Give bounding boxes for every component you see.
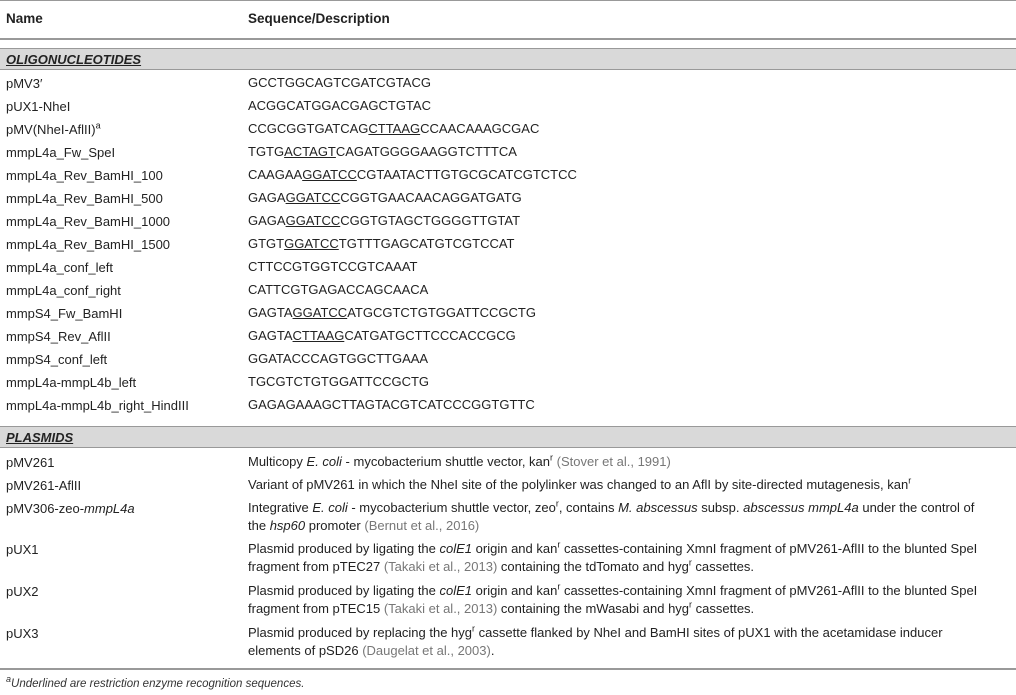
oligo-name: pMV(NheI-AflII)$^a$ xyxy=(6,120,101,137)
oligo-sequence: GAGAGGATCCCGGTGTAGCTGGGGTTGTAT xyxy=(248,213,521,228)
plasmid-description-line2: fragment from pTEC27 (Takaki et al., 2013) containing the tdTomato and hyg$^r$ cassettes. xyxy=(248,557,754,574)
plasmid-description: Multicopy E. coli - mycobacterium shuttle vector, kan$^r$ (Stover et al., 1991) xyxy=(248,452,671,469)
oligo-name: mmpL4a_conf_right xyxy=(6,283,121,298)
column-header-description: Sequence/Description xyxy=(248,11,390,26)
plasmid-description-line2: elements of pSD26 (Daugelat et al., 2003). xyxy=(248,643,495,658)
restriction-site: GGATCC xyxy=(285,213,341,228)
section-title: OLIGONUCLEOTIDES xyxy=(6,52,142,67)
citation: (Takaki et al., 2013) xyxy=(383,559,498,574)
oligo-sequence: GAGTACTTAAGCATGATGCTTCCCACCGCG xyxy=(248,328,516,343)
oligo-sequence: GGATACCCAGTGGCTTGAAA xyxy=(248,351,429,366)
section-oligonucleotides xyxy=(0,48,1016,70)
citation: (Daugelat et al., 2003) xyxy=(362,643,491,658)
oligo-name: mmpL4a-mmpL4b_right_HindIII xyxy=(6,398,189,413)
oligo-sequence: CCGCGGTGATCAGCTTAAGCCAACAAAGCGAC xyxy=(248,121,540,136)
oligo-sequence: CTTCCGTGGTCCGTCAAAT xyxy=(248,259,418,274)
oligo-name: mmpL4a_Rev_BamHI_1000 xyxy=(6,214,171,229)
oligo-sequence: TGCGTCTGTGGATTCCGCTG xyxy=(248,374,430,389)
plasmid-name: pMV306-zeo-mmpL4a xyxy=(6,501,135,516)
table-header xyxy=(0,0,1016,40)
oligo-name: mmpS4_conf_left xyxy=(6,352,108,367)
restriction-site: GGATCC xyxy=(302,167,357,182)
oligo-name: mmpL4a_Fw_SpeI xyxy=(6,145,116,160)
plasmid-description: Plasmid produced by ligating the colE1 origin and kan$^r$ cassettes-containing XmnI fragment of pMV261-AflII to the blunted SpeI xyxy=(248,581,978,598)
oligo-name: mmpL4a_Rev_BamHI_100 xyxy=(6,168,163,183)
oligo-sequence: GAGAGAAAGCTTAGTACGTCATCCCGGTGTTC xyxy=(248,397,535,412)
oligo-name: mmpS4_Rev_AflII xyxy=(6,329,111,344)
oligo-name: mmpL4a_Rev_BamHI_500 xyxy=(6,191,163,206)
restriction-site: GGATCC xyxy=(285,190,341,205)
citation: (Bernut et al., 2016) xyxy=(364,518,480,533)
oligo-sequence: GAGTAGGATCCATGCGTCTGTGGATTCCGCTG xyxy=(248,305,536,320)
section-plasmids xyxy=(0,426,1016,448)
citation: (Takaki et al., 2013) xyxy=(383,601,498,616)
footnote: $^a$Underlined are restriction enzyme recognition sequences. xyxy=(6,674,305,690)
table-bottom-rule xyxy=(0,668,1016,670)
plasmid-description: Variant of pMV261 in which the NheI site of the polylinker was changed to an AflI by site-directed mutagenesis, kan$^r$ xyxy=(248,475,912,492)
oligo-sequence: TGTGACTAGTCAGATGGGGAAGGTCTTTCA xyxy=(248,144,517,159)
restriction-site: ACTAGT xyxy=(284,144,336,159)
plasmid-description: Integrative E. coli - mycobacterium shuttle vector, zeo$^r$, contains M. abscessus subsp. abscessus mmpL4a under the control of xyxy=(248,498,975,515)
oligo-sequence: CATTCGTGAGACCAGCAACA xyxy=(248,282,429,297)
restriction-site: GGATCC xyxy=(292,305,348,320)
oligo-name: pMV3′ xyxy=(6,76,43,91)
plasmid-description-line2: the hsp60 promoter (Bernut et al., 2016) xyxy=(248,518,480,533)
oligo-sequence: GCCTGGCAGTCGATCGTACG xyxy=(248,75,431,90)
oligo-sequence: CAAGAAGGATCCCGTAATACTTGTGCGCATCGTCTCC xyxy=(248,167,577,182)
column-header-name: Name xyxy=(6,11,43,26)
oligo-sequence: GAGAGGATCCCGGTGAACAACAGGATGATG xyxy=(248,190,522,205)
plasmid-description-line2: fragment from pTEC15 (Takaki et al., 2013) containing the mWasabi and hyg$^r$ cassettes. xyxy=(248,599,755,616)
oligo-sequence: ACGGCATGGACGAGCTGTAC xyxy=(248,98,431,113)
restriction-site: CTTAAG xyxy=(368,121,421,136)
plasmid-name: pMV261 xyxy=(6,455,55,470)
oligo-sequence: GTGTGGATCCTGTTTGAGCATGTCGTCCAT xyxy=(248,236,515,251)
section-title: PLASMIDS xyxy=(6,430,74,445)
plasmid-name: pUX3 xyxy=(6,626,39,641)
citation: (Stover et al., 1991) xyxy=(556,454,671,469)
restriction-site: GGATCC xyxy=(284,236,339,251)
plasmid-name: pMV261-AflII xyxy=(6,478,82,493)
plasmid-description: Plasmid produced by ligating the colE1 origin and kan$^r$ cassettes-containing XmnI fragment of pMV261-AflII to the blunted SpeI xyxy=(248,539,978,556)
oligo-name: mmpL4a_conf_left xyxy=(6,260,113,275)
oligo-name: pUX1-NheI xyxy=(6,99,71,114)
plasmid-name: pUX1 xyxy=(6,542,39,557)
oligo-name: mmpL4a-mmpL4b_left xyxy=(6,375,137,390)
oligo-name: mmpS4_Fw_BamHI xyxy=(6,306,123,321)
plasmid-description: Plasmid produced by replacing the hyg$^r$ cassette flanked by NheI and BamHI sites of pUX1 with the acetamidase inducer xyxy=(248,623,943,640)
plasmid-name: pUX2 xyxy=(6,584,39,599)
restriction-site: CTTAAG xyxy=(292,328,345,343)
oligo-name: mmpL4a_Rev_BamHI_1500 xyxy=(6,237,171,252)
